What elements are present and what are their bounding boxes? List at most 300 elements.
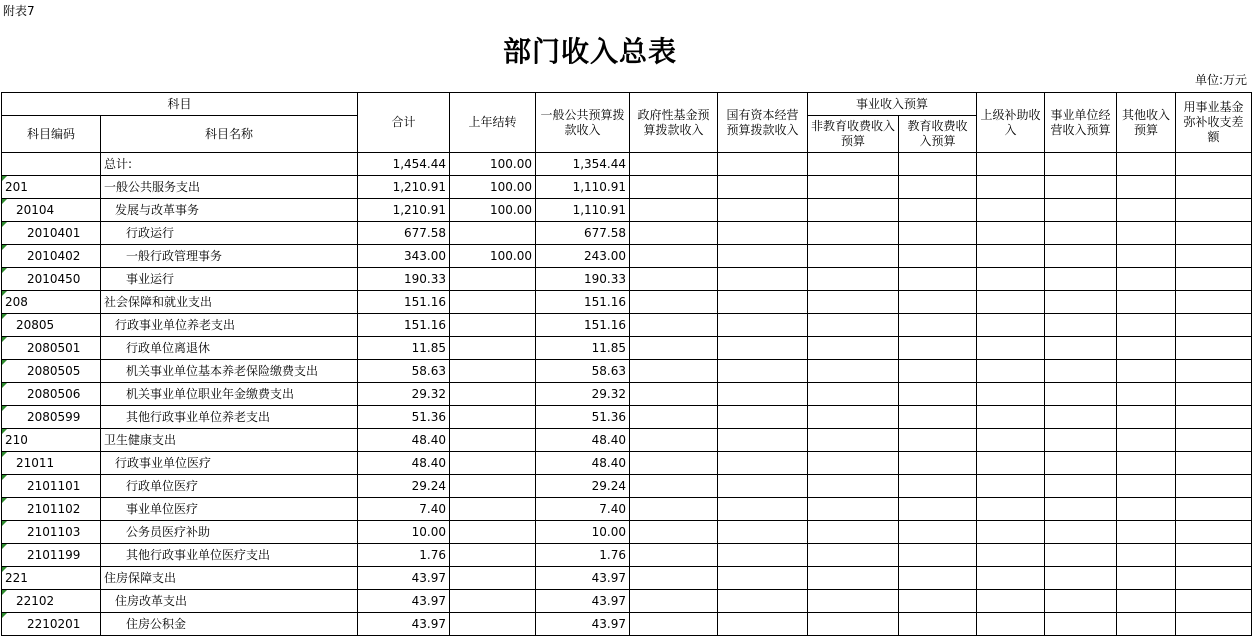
cell-code: 2010402 bbox=[2, 245, 101, 268]
cell-empty bbox=[1045, 222, 1117, 245]
cell-empty bbox=[899, 222, 977, 245]
cell-general-budget: 1,110.91 bbox=[536, 176, 630, 199]
cell-empty bbox=[808, 567, 899, 590]
cell-code: 21011 bbox=[2, 452, 101, 475]
cell-empty bbox=[630, 383, 718, 406]
cell-general-budget: 11.85 bbox=[536, 337, 630, 360]
income-table bbox=[1, 92, 1252, 636]
cell-code: 221 bbox=[2, 567, 101, 590]
cell-empty bbox=[899, 383, 977, 406]
cell-empty bbox=[808, 475, 899, 498]
cell-empty bbox=[718, 199, 808, 222]
cell-empty bbox=[1176, 544, 1252, 567]
cell-empty bbox=[1176, 406, 1252, 429]
cell-empty bbox=[808, 153, 899, 176]
cell-carryover bbox=[450, 291, 536, 314]
cell-empty bbox=[808, 452, 899, 475]
table-row bbox=[2, 360, 1252, 383]
cell-empty bbox=[977, 360, 1045, 383]
table-row bbox=[2, 590, 1252, 613]
cell-empty bbox=[1176, 199, 1252, 222]
header-superior-subsidy: 上级补助收入 bbox=[977, 93, 1045, 153]
cell-empty bbox=[977, 222, 1045, 245]
cell-general-budget: 48.40 bbox=[536, 452, 630, 475]
table-row bbox=[2, 406, 1252, 429]
cell-carryover bbox=[450, 222, 536, 245]
cell-empty bbox=[630, 429, 718, 452]
cell-empty bbox=[1117, 429, 1176, 452]
cell-empty bbox=[808, 498, 899, 521]
cell-empty bbox=[718, 452, 808, 475]
cell-empty bbox=[718, 429, 808, 452]
table-row bbox=[2, 314, 1252, 337]
cell-empty bbox=[1117, 222, 1176, 245]
cell-name: 行政事业单位医疗 bbox=[101, 452, 358, 475]
cell-empty bbox=[899, 268, 977, 291]
header-gov-fund: 政府性基金预算拨款收入 bbox=[630, 93, 718, 153]
cell-empty bbox=[1117, 314, 1176, 337]
cell-carryover bbox=[450, 429, 536, 452]
cell-code: 210 bbox=[2, 429, 101, 452]
cell-name: 一般行政管理事务 bbox=[101, 245, 358, 268]
cell-empty bbox=[899, 153, 977, 176]
cell-name: 行政运行 bbox=[101, 222, 358, 245]
table-row bbox=[2, 291, 1252, 314]
cell-empty bbox=[1117, 498, 1176, 521]
cell-empty bbox=[1117, 153, 1176, 176]
cell-empty bbox=[899, 544, 977, 567]
cell-general-budget: 43.97 bbox=[536, 613, 630, 636]
cell-empty bbox=[899, 176, 977, 199]
cell-code: 20104 bbox=[2, 199, 101, 222]
cell-empty bbox=[718, 475, 808, 498]
cell-empty bbox=[1176, 613, 1252, 636]
cell-carryover bbox=[450, 613, 536, 636]
cell-empty bbox=[630, 475, 718, 498]
cell-general-budget: 1,110.91 bbox=[536, 199, 630, 222]
cell-general-budget: 151.16 bbox=[536, 314, 630, 337]
header-institution-income: 事业收入预算 bbox=[808, 93, 977, 116]
cell-name: 机关事业单位基本养老保险缴费支出 bbox=[101, 360, 358, 383]
cell-empty bbox=[977, 567, 1045, 590]
cell-empty bbox=[1045, 406, 1117, 429]
cell-empty bbox=[1045, 498, 1117, 521]
cell-empty bbox=[630, 222, 718, 245]
cell-name: 住房改革支出 bbox=[101, 590, 358, 613]
cell-empty bbox=[1045, 567, 1117, 590]
cell-empty bbox=[1117, 291, 1176, 314]
cell-total: 43.97 bbox=[358, 590, 450, 613]
cell-empty bbox=[718, 268, 808, 291]
table-row bbox=[2, 475, 1252, 498]
cell-empty bbox=[977, 337, 1045, 360]
header-state-capital: 国有资本经营预算拨款收入 bbox=[718, 93, 808, 153]
cell-empty bbox=[1117, 544, 1176, 567]
cell-empty bbox=[1176, 176, 1252, 199]
table-row bbox=[2, 452, 1252, 475]
cell-name: 总计: bbox=[101, 153, 358, 176]
cell-carryover bbox=[450, 498, 536, 521]
cell-empty bbox=[808, 360, 899, 383]
cell-empty bbox=[630, 613, 718, 636]
cell-empty bbox=[1045, 544, 1117, 567]
cell-empty bbox=[630, 521, 718, 544]
cell-name: 行政单位医疗 bbox=[101, 475, 358, 498]
cell-code: 208 bbox=[2, 291, 101, 314]
cell-empty bbox=[899, 498, 977, 521]
cell-total: 43.97 bbox=[358, 613, 450, 636]
cell-empty bbox=[1176, 314, 1252, 337]
cell-empty bbox=[718, 314, 808, 337]
cell-total: 7.40 bbox=[358, 498, 450, 521]
cell-empty bbox=[1117, 268, 1176, 291]
cell-total: 48.40 bbox=[358, 429, 450, 452]
header-non-edu-fee: 非教育收费收入预算 bbox=[808, 116, 899, 153]
cell-empty bbox=[808, 268, 899, 291]
cell-empty bbox=[630, 176, 718, 199]
cell-carryover: 100.00 bbox=[450, 199, 536, 222]
cell-carryover bbox=[450, 406, 536, 429]
cell-name: 社会保障和就业支出 bbox=[101, 291, 358, 314]
header-total: 合计 bbox=[358, 93, 450, 153]
cell-total: 1,210.91 bbox=[358, 199, 450, 222]
cell-general-budget: 29.32 bbox=[536, 383, 630, 406]
cell-empty bbox=[718, 360, 808, 383]
cell-code: 20805 bbox=[2, 314, 101, 337]
cell-empty bbox=[1045, 590, 1117, 613]
cell-carryover bbox=[450, 567, 536, 590]
cell-carryover bbox=[450, 544, 536, 567]
cell-empty bbox=[718, 567, 808, 590]
cell-empty bbox=[718, 406, 808, 429]
header-edu-fee: 教育收费收入预算 bbox=[899, 116, 977, 153]
table-row bbox=[2, 153, 1252, 176]
cell-empty bbox=[808, 590, 899, 613]
cell-empty bbox=[899, 245, 977, 268]
cell-empty bbox=[630, 314, 718, 337]
cell-empty bbox=[1045, 452, 1117, 475]
cell-empty bbox=[977, 153, 1045, 176]
cell-name: 事业单位医疗 bbox=[101, 498, 358, 521]
cell-general-budget: 7.40 bbox=[536, 498, 630, 521]
cell-name: 住房保障支出 bbox=[101, 567, 358, 590]
cell-code: 2210201 bbox=[2, 613, 101, 636]
cell-empty bbox=[1045, 521, 1117, 544]
cell-code: 201 bbox=[2, 176, 101, 199]
cell-empty bbox=[1176, 291, 1252, 314]
cell-general-budget: 43.97 bbox=[536, 590, 630, 613]
cell-code: 2101101 bbox=[2, 475, 101, 498]
cell-empty bbox=[899, 567, 977, 590]
table-row bbox=[2, 567, 1252, 590]
cell-code bbox=[2, 153, 101, 176]
header-carryover: 上年结转 bbox=[450, 93, 536, 153]
header-other-income: 其他收入预算 bbox=[1117, 93, 1176, 153]
cell-carryover bbox=[450, 337, 536, 360]
cell-empty bbox=[718, 613, 808, 636]
cell-code: 2101199 bbox=[2, 544, 101, 567]
cell-empty bbox=[1176, 498, 1252, 521]
cell-empty bbox=[1117, 337, 1176, 360]
cell-general-budget: 29.24 bbox=[536, 475, 630, 498]
cell-empty bbox=[630, 590, 718, 613]
header-code: 科目编码 bbox=[2, 116, 101, 153]
cell-empty bbox=[1176, 590, 1252, 613]
cell-empty bbox=[630, 245, 718, 268]
cell-empty bbox=[718, 544, 808, 567]
cell-empty bbox=[1117, 199, 1176, 222]
header-subject: 科目 bbox=[2, 93, 358, 116]
cell-general-budget: 58.63 bbox=[536, 360, 630, 383]
cell-empty bbox=[899, 521, 977, 544]
cell-empty bbox=[1117, 245, 1176, 268]
cell-empty bbox=[1176, 429, 1252, 452]
cell-empty bbox=[718, 590, 808, 613]
cell-empty bbox=[808, 245, 899, 268]
cell-general-budget: 43.97 bbox=[536, 567, 630, 590]
cell-code: 2101102 bbox=[2, 498, 101, 521]
cell-total: 29.24 bbox=[358, 475, 450, 498]
cell-total: 11.85 bbox=[358, 337, 450, 360]
cell-name: 卫生健康支出 bbox=[101, 429, 358, 452]
cell-empty bbox=[1045, 176, 1117, 199]
cell-total: 343.00 bbox=[358, 245, 450, 268]
cell-empty bbox=[1117, 521, 1176, 544]
cell-empty bbox=[1117, 383, 1176, 406]
cell-empty bbox=[899, 406, 977, 429]
cell-general-budget: 677.58 bbox=[536, 222, 630, 245]
cell-empty bbox=[1117, 613, 1176, 636]
cell-empty bbox=[977, 429, 1045, 452]
cell-empty bbox=[718, 245, 808, 268]
cell-empty bbox=[1176, 567, 1252, 590]
cell-carryover bbox=[450, 475, 536, 498]
cell-empty bbox=[899, 360, 977, 383]
cell-empty bbox=[977, 406, 1045, 429]
cell-empty bbox=[1117, 452, 1176, 475]
cell-name: 其他行政事业单位医疗支出 bbox=[101, 544, 358, 567]
cell-empty bbox=[718, 521, 808, 544]
cell-empty bbox=[1176, 337, 1252, 360]
cell-general-budget: 51.36 bbox=[536, 406, 630, 429]
cell-code: 2101103 bbox=[2, 521, 101, 544]
cell-empty bbox=[808, 383, 899, 406]
page-title: 部门收入总表 bbox=[502, 35, 677, 68]
cell-empty bbox=[977, 268, 1045, 291]
cell-empty bbox=[977, 498, 1045, 521]
cell-code: 2080505 bbox=[2, 360, 101, 383]
table-row bbox=[2, 222, 1252, 245]
cell-empty bbox=[630, 337, 718, 360]
cell-empty bbox=[899, 475, 977, 498]
cell-total: 1,210.91 bbox=[358, 176, 450, 199]
header-operation-income: 事业单位经营收入预算 bbox=[1045, 93, 1117, 153]
table-row bbox=[2, 176, 1252, 199]
cell-empty bbox=[977, 452, 1045, 475]
cell-empty bbox=[1117, 567, 1176, 590]
cell-empty bbox=[977, 245, 1045, 268]
cell-empty bbox=[1117, 475, 1176, 498]
table-body bbox=[2, 153, 1252, 636]
cell-empty bbox=[630, 199, 718, 222]
cell-general-budget: 48.40 bbox=[536, 429, 630, 452]
header-general-budget: 一般公共预算拨款收入 bbox=[536, 93, 630, 153]
cell-name: 一般公共服务支出 bbox=[101, 176, 358, 199]
cell-empty bbox=[977, 521, 1045, 544]
cell-empty bbox=[1176, 245, 1252, 268]
cell-empty bbox=[977, 291, 1045, 314]
cell-total: 151.16 bbox=[358, 314, 450, 337]
table-row bbox=[2, 613, 1252, 636]
unit-label: 单位:万元 bbox=[1194, 73, 1247, 87]
cell-general-budget: 1.76 bbox=[536, 544, 630, 567]
cell-total: 58.63 bbox=[358, 360, 450, 383]
cell-empty bbox=[718, 337, 808, 360]
cell-empty bbox=[630, 153, 718, 176]
cell-empty bbox=[1176, 153, 1252, 176]
header-fund-use: 用事业基金弥补收支差额 bbox=[1176, 93, 1252, 153]
table-row bbox=[2, 245, 1252, 268]
cell-empty bbox=[977, 383, 1045, 406]
cell-empty bbox=[899, 291, 977, 314]
cell-name: 公务员医疗补助 bbox=[101, 521, 358, 544]
cell-empty bbox=[630, 406, 718, 429]
cell-name: 其他行政事业单位养老支出 bbox=[101, 406, 358, 429]
cell-empty bbox=[808, 337, 899, 360]
cell-empty bbox=[1045, 613, 1117, 636]
cell-empty bbox=[977, 176, 1045, 199]
cell-empty bbox=[718, 498, 808, 521]
cell-empty bbox=[718, 383, 808, 406]
cell-name: 发展与改革事务 bbox=[101, 199, 358, 222]
cell-empty bbox=[718, 153, 808, 176]
cell-code: 2010450 bbox=[2, 268, 101, 291]
cell-general-budget: 243.00 bbox=[536, 245, 630, 268]
cell-empty bbox=[1045, 199, 1117, 222]
cell-empty bbox=[977, 314, 1045, 337]
cell-empty bbox=[977, 199, 1045, 222]
cell-empty bbox=[808, 222, 899, 245]
cell-carryover: 100.00 bbox=[450, 245, 536, 268]
cell-empty bbox=[808, 521, 899, 544]
cell-empty bbox=[899, 613, 977, 636]
cell-empty bbox=[899, 452, 977, 475]
cell-total: 190.33 bbox=[358, 268, 450, 291]
cell-empty bbox=[977, 475, 1045, 498]
table-row bbox=[2, 268, 1252, 291]
cell-empty bbox=[808, 544, 899, 567]
table-header bbox=[2, 93, 1252, 153]
cell-empty bbox=[808, 406, 899, 429]
cell-carryover bbox=[450, 360, 536, 383]
cell-carryover bbox=[450, 452, 536, 475]
cell-code: 2080599 bbox=[2, 406, 101, 429]
cell-empty bbox=[1176, 475, 1252, 498]
cell-code: 2010401 bbox=[2, 222, 101, 245]
cell-total: 48.40 bbox=[358, 452, 450, 475]
cell-empty bbox=[1176, 222, 1252, 245]
cell-empty bbox=[718, 222, 808, 245]
cell-empty bbox=[718, 176, 808, 199]
cell-name: 行政单位离退休 bbox=[101, 337, 358, 360]
cell-empty bbox=[899, 314, 977, 337]
cell-code: 22102 bbox=[2, 590, 101, 613]
cell-empty bbox=[808, 429, 899, 452]
cell-carryover bbox=[450, 590, 536, 613]
cell-carryover bbox=[450, 521, 536, 544]
cell-total: 29.32 bbox=[358, 383, 450, 406]
cell-total: 43.97 bbox=[358, 567, 450, 590]
cell-empty bbox=[630, 291, 718, 314]
cell-empty bbox=[977, 590, 1045, 613]
cell-empty bbox=[977, 613, 1045, 636]
cell-empty bbox=[1045, 153, 1117, 176]
table-row bbox=[2, 337, 1252, 360]
cell-carryover bbox=[450, 314, 536, 337]
cell-empty bbox=[808, 314, 899, 337]
cell-empty bbox=[1045, 314, 1117, 337]
cell-total: 151.16 bbox=[358, 291, 450, 314]
cell-empty bbox=[718, 291, 808, 314]
cell-empty bbox=[1176, 268, 1252, 291]
cell-total: 10.00 bbox=[358, 521, 450, 544]
cell-general-budget: 1,354.44 bbox=[536, 153, 630, 176]
cell-name: 事业运行 bbox=[101, 268, 358, 291]
cell-general-budget: 151.16 bbox=[536, 291, 630, 314]
cell-empty bbox=[1117, 176, 1176, 199]
cell-empty bbox=[1117, 590, 1176, 613]
cell-total: 1,454.44 bbox=[358, 153, 450, 176]
cell-name: 住房公积金 bbox=[101, 613, 358, 636]
cell-empty bbox=[1045, 291, 1117, 314]
cell-code: 2080501 bbox=[2, 337, 101, 360]
cell-empty bbox=[808, 613, 899, 636]
cell-general-budget: 190.33 bbox=[536, 268, 630, 291]
cell-total: 51.36 bbox=[358, 406, 450, 429]
cell-empty bbox=[899, 590, 977, 613]
cell-empty bbox=[977, 544, 1045, 567]
table-row bbox=[2, 383, 1252, 406]
cell-empty bbox=[1045, 245, 1117, 268]
cell-empty bbox=[1176, 521, 1252, 544]
cell-general-budget: 10.00 bbox=[536, 521, 630, 544]
cell-code: 2080506 bbox=[2, 383, 101, 406]
cell-empty bbox=[808, 291, 899, 314]
cell-empty bbox=[1176, 360, 1252, 383]
cell-empty bbox=[1117, 406, 1176, 429]
cell-total: 1.76 bbox=[358, 544, 450, 567]
table-row bbox=[2, 429, 1252, 452]
cell-empty bbox=[899, 429, 977, 452]
cell-carryover: 100.00 bbox=[450, 153, 536, 176]
cell-carryover bbox=[450, 268, 536, 291]
cell-empty bbox=[1045, 383, 1117, 406]
cell-empty bbox=[1045, 429, 1117, 452]
cell-empty bbox=[1045, 475, 1117, 498]
table-annex-label: 附表7 bbox=[3, 4, 35, 18]
table-row bbox=[2, 544, 1252, 567]
cell-empty bbox=[899, 199, 977, 222]
cell-empty bbox=[630, 268, 718, 291]
table-row bbox=[2, 199, 1252, 222]
cell-empty bbox=[1176, 383, 1252, 406]
cell-empty bbox=[1045, 268, 1117, 291]
cell-name: 行政事业单位养老支出 bbox=[101, 314, 358, 337]
cell-empty bbox=[630, 544, 718, 567]
cell-empty bbox=[630, 360, 718, 383]
cell-carryover: 100.00 bbox=[450, 176, 536, 199]
cell-empty bbox=[630, 498, 718, 521]
